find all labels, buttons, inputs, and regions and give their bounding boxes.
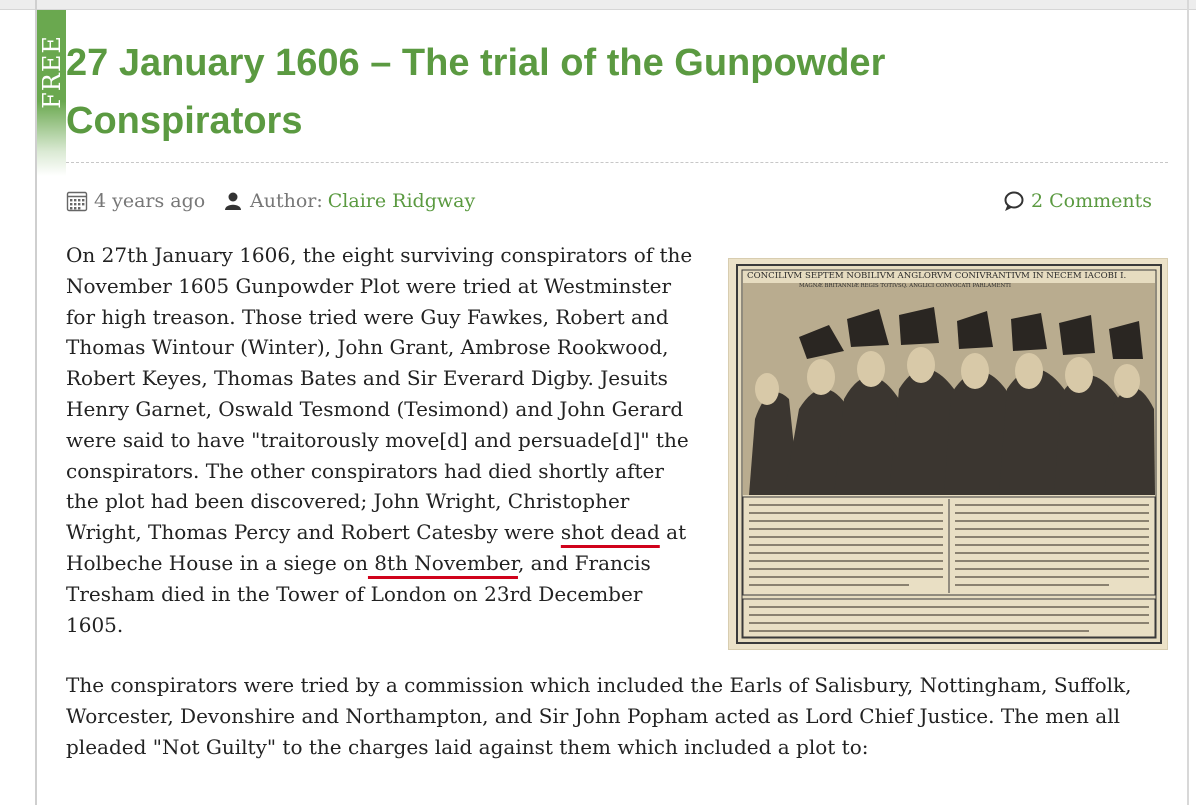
free-ribbon-label: FREE [37, 35, 66, 109]
post-title[interactable]: 27 January 1606 – The trial of the Gunpowder Conspirators [66, 42, 886, 142]
engraving-caption-line1: CONCILIVM SEPTEM NOBILIVM ANGLORVM CONIVRANTIVM IN NECEM IACOBI I. [747, 271, 1127, 281]
post-comments[interactable] [1003, 190, 1152, 212]
comments-link[interactable]: 2 Comments [1030, 190, 1152, 212]
engraving-caption-line2: MAGNÆ BRITANNIÆ REGIS TOTIVSQ. ANGLICI CONVOCATI PARLAMENTI [799, 283, 1011, 289]
highlight-shot-dead: shot dead [560, 520, 660, 545]
post-author [224, 190, 475, 212]
post-date [66, 190, 205, 212]
highlight-8th-november: 8th November [367, 550, 518, 575]
paragraph-1 [66, 240, 698, 640]
calendar-icon [66, 190, 88, 212]
paragraph-1-text-c: , and Francis Tresham died in the Tower of London on 23rd December 1605. [66, 550, 651, 637]
paragraph-2: The conspirators were tried by a commission which included the Earls of Salisbury, Nottingham, Suffolk, Worcester, Devonshire and Northampton, and Sir John Popham acted as Lord Chief Justice. The men all pleaded "Not Guilty" to the charges laid against them which included a plot to: [66, 673, 1132, 759]
author-link[interactable]: Claire Ridgway [327, 190, 476, 212]
paragraph-1-text-a: On 27th January 1606, the eight surviving conspirators of the November 1605 Gunpowder Plot were tried at Westminster for high treason. Those tried were Guy Fawkes, Robert and Thomas Wintour (Winter), John Grant, Ambrose Rookwood, Robert Keyes, Thomas Bates and Sir Everard Digby. Jesuits Henry Garnet, Oswald Tesmond (Tesimond) and John Gerard were said to have "traitorously move[d] and persuade[d]" the conspirators. The other conspirators had died shortly after the plot had been discovered; John Wright, Christopher Wright, Thomas Percy and Robert Catesby were [66, 243, 693, 545]
free-ribbon [37, 10, 66, 176]
comment-bubble-icon [1003, 190, 1025, 212]
right-border [1187, 0, 1189, 805]
author-label: Author: [250, 190, 323, 212]
title-divider [66, 162, 1168, 163]
paragraph-1-text-b: at Holbeche House in a siege on [66, 520, 687, 575]
post-meta [66, 186, 1156, 218]
post-date-text: 4 years ago [94, 190, 206, 212]
user-icon [224, 191, 242, 211]
top-bar [0, 0, 1196, 10]
post-content [66, 240, 1168, 759]
